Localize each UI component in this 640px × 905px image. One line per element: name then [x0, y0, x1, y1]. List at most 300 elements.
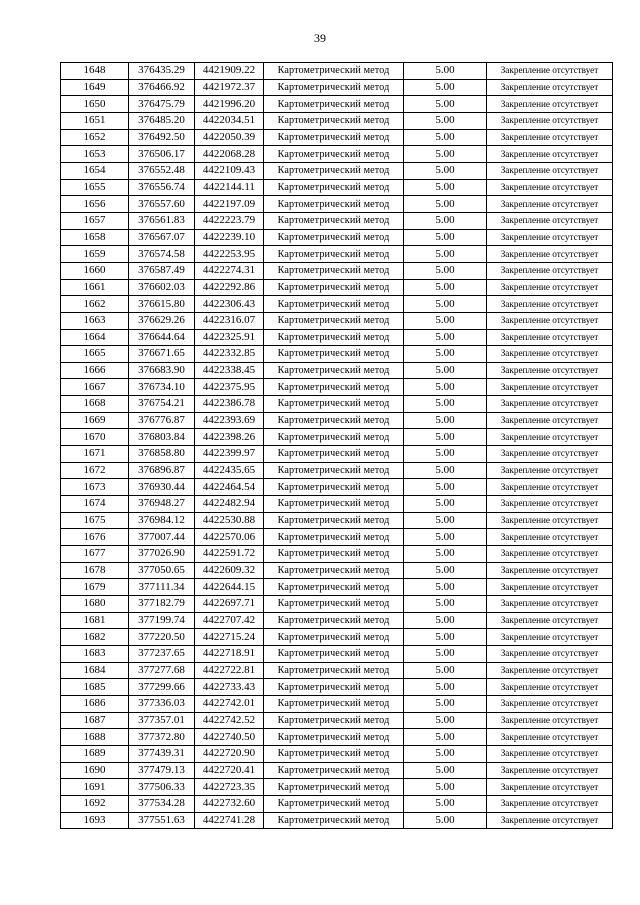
y-coordinate-cell: 4422398.26	[195, 429, 264, 446]
point-number-cell: 1658	[61, 229, 129, 246]
fixation-cell: Закрепление отсутствует	[487, 96, 613, 113]
method-cell: Картометрический метод	[264, 695, 404, 712]
fixation-cell: Закрепление отсутствует	[487, 212, 613, 229]
method-cell: Картометрический метод	[264, 179, 404, 196]
fixation-cell: Закрепление отсутствует	[487, 296, 613, 313]
error-value-cell: 5.00	[404, 429, 487, 446]
method-cell: Картометрический метод	[264, 479, 404, 496]
fixation-cell: Закрепление отсутствует	[487, 496, 613, 513]
error-value-cell: 5.00	[404, 79, 487, 96]
table-row	[61, 329, 613, 346]
y-coordinate-cell: 4422253.95	[195, 246, 264, 263]
x-coordinate-cell: 376734.10	[129, 379, 195, 396]
error-value-cell: 5.00	[404, 779, 487, 796]
y-coordinate-cell: 4422306.43	[195, 296, 264, 313]
x-coordinate-cell: 377007.44	[129, 529, 195, 546]
fixation-cell: Закрепление отсутствует	[487, 645, 613, 662]
y-coordinate-cell: 4422482.94	[195, 496, 264, 513]
fixation-cell: Закрепление отсутствует	[487, 312, 613, 329]
fixation-cell: Закрепление отсутствует	[487, 146, 613, 163]
method-cell: Картометрический метод	[264, 795, 404, 812]
y-coordinate-cell: 4422274.31	[195, 262, 264, 279]
method-cell: Картометрический метод	[264, 745, 404, 762]
method-cell: Картометрический метод	[264, 96, 404, 113]
fixation-cell: Закрепление отсутствует	[487, 579, 613, 596]
error-value-cell: 5.00	[404, 296, 487, 313]
point-number-cell: 1675	[61, 512, 129, 529]
point-number-cell: 1651	[61, 112, 129, 129]
table-row	[61, 779, 613, 796]
method-cell: Картометрический метод	[264, 546, 404, 563]
y-coordinate-cell: 4422697.71	[195, 596, 264, 613]
error-value-cell: 5.00	[404, 512, 487, 529]
y-coordinate-cell: 4422707.42	[195, 612, 264, 629]
point-number-cell: 1677	[61, 546, 129, 563]
point-number-cell: 1687	[61, 712, 129, 729]
table-row	[61, 179, 613, 196]
method-cell: Картометрический метод	[264, 379, 404, 396]
table-row	[61, 429, 613, 446]
method-cell: Картометрический метод	[264, 246, 404, 263]
y-coordinate-cell: 4422332.85	[195, 346, 264, 363]
point-number-cell: 1692	[61, 795, 129, 812]
method-cell: Картометрический метод	[264, 679, 404, 696]
table-row	[61, 146, 613, 163]
fixation-cell: Закрепление отсутствует	[487, 196, 613, 213]
error-value-cell: 5.00	[404, 379, 487, 396]
y-coordinate-cell: 4422742.52	[195, 712, 264, 729]
error-value-cell: 5.00	[404, 312, 487, 329]
x-coordinate-cell: 376858.80	[129, 446, 195, 463]
y-coordinate-cell: 4422223.79	[195, 212, 264, 229]
error-value-cell: 5.00	[404, 812, 487, 829]
coordinates-table-body	[61, 63, 613, 829]
x-coordinate-cell: 376896.87	[129, 462, 195, 479]
x-coordinate-cell: 377372.80	[129, 729, 195, 746]
table-row	[61, 196, 613, 213]
y-coordinate-cell: 4422144.11	[195, 179, 264, 196]
x-coordinate-cell: 376754.21	[129, 396, 195, 413]
table-row	[61, 296, 613, 313]
error-value-cell: 5.00	[404, 662, 487, 679]
x-coordinate-cell: 376552.48	[129, 162, 195, 179]
point-number-cell: 1690	[61, 762, 129, 779]
fixation-cell: Закрепление отсутствует	[487, 812, 613, 829]
point-number-cell: 1686	[61, 695, 129, 712]
table-row	[61, 346, 613, 363]
error-value-cell: 5.00	[404, 629, 487, 646]
method-cell: Картометрический метод	[264, 229, 404, 246]
table-row	[61, 795, 613, 812]
point-number-cell: 1685	[61, 679, 129, 696]
method-cell: Картометрический метод	[264, 496, 404, 513]
point-number-cell: 1670	[61, 429, 129, 446]
point-number-cell: 1674	[61, 496, 129, 513]
y-coordinate-cell: 4422530.88	[195, 512, 264, 529]
error-value-cell: 5.00	[404, 346, 487, 363]
error-value-cell: 5.00	[404, 396, 487, 413]
table-row	[61, 745, 613, 762]
fixation-cell: Закрепление отсутствует	[487, 379, 613, 396]
x-coordinate-cell: 376615.80	[129, 296, 195, 313]
x-coordinate-cell: 376587.49	[129, 262, 195, 279]
y-coordinate-cell: 4422197.09	[195, 196, 264, 213]
y-coordinate-cell: 4422292.86	[195, 279, 264, 296]
error-value-cell: 5.00	[404, 712, 487, 729]
error-value-cell: 5.00	[404, 795, 487, 812]
table-row	[61, 762, 613, 779]
table-row	[61, 662, 613, 679]
error-value-cell: 5.00	[404, 645, 487, 662]
error-value-cell: 5.00	[404, 63, 487, 80]
page-number: 39	[314, 31, 326, 45]
x-coordinate-cell: 377220.50	[129, 629, 195, 646]
table-row	[61, 112, 613, 129]
table-row	[61, 645, 613, 662]
error-value-cell: 5.00	[404, 229, 487, 246]
method-cell: Картометрический метод	[264, 346, 404, 363]
fixation-cell: Закрепление отсутствует	[487, 512, 613, 529]
method-cell: Картометрический метод	[264, 645, 404, 662]
y-coordinate-cell: 4422741.28	[195, 812, 264, 829]
y-coordinate-cell: 4422316.07	[195, 312, 264, 329]
method-cell: Картометрический метод	[264, 562, 404, 579]
method-cell: Картометрический метод	[264, 712, 404, 729]
error-value-cell: 5.00	[404, 362, 487, 379]
table-row	[61, 529, 613, 546]
error-value-cell: 5.00	[404, 212, 487, 229]
x-coordinate-cell: 376602.03	[129, 279, 195, 296]
fixation-cell: Закрепление отсутствует	[487, 79, 613, 96]
y-coordinate-cell: 4422732.60	[195, 795, 264, 812]
method-cell: Картометрический метод	[264, 529, 404, 546]
error-value-cell: 5.00	[404, 496, 487, 513]
x-coordinate-cell: 377111.34	[129, 579, 195, 596]
x-coordinate-cell: 377357.01	[129, 712, 195, 729]
x-coordinate-cell: 376984.12	[129, 512, 195, 529]
x-coordinate-cell: 377479.13	[129, 762, 195, 779]
x-coordinate-cell: 376776.87	[129, 412, 195, 429]
point-number-cell: 1689	[61, 745, 129, 762]
point-number-cell: 1676	[61, 529, 129, 546]
y-coordinate-cell: 4422435.65	[195, 462, 264, 479]
error-value-cell: 5.00	[404, 446, 487, 463]
fixation-cell: Закрепление отсутствует	[487, 612, 613, 629]
x-coordinate-cell: 377182.79	[129, 596, 195, 613]
point-number-cell: 1648	[61, 63, 129, 80]
y-coordinate-cell: 4422464.54	[195, 479, 264, 496]
x-coordinate-cell: 377551.63	[129, 812, 195, 829]
point-number-cell: 1678	[61, 562, 129, 579]
error-value-cell: 5.00	[404, 96, 487, 113]
table-row	[61, 279, 613, 296]
method-cell: Картометрический метод	[264, 629, 404, 646]
point-number-cell: 1656	[61, 196, 129, 213]
y-coordinate-cell: 4422733.43	[195, 679, 264, 696]
method-cell: Картометрический метод	[264, 412, 404, 429]
table-row	[61, 812, 613, 829]
point-number-cell: 1671	[61, 446, 129, 463]
x-coordinate-cell: 377050.65	[129, 562, 195, 579]
method-cell: Картометрический метод	[264, 612, 404, 629]
method-cell: Картометрический метод	[264, 129, 404, 146]
point-number-cell: 1665	[61, 346, 129, 363]
table-row	[61, 412, 613, 429]
fixation-cell: Закрепление отсутствует	[487, 462, 613, 479]
table-row	[61, 546, 613, 563]
error-value-cell: 5.00	[404, 129, 487, 146]
fixation-cell: Закрепление отсутствует	[487, 695, 613, 712]
point-number-cell: 1679	[61, 579, 129, 596]
fixation-cell: Закрепление отсутствует	[487, 129, 613, 146]
method-cell: Картометрический метод	[264, 446, 404, 463]
x-coordinate-cell: 377199.74	[129, 612, 195, 629]
x-coordinate-cell: 376485.20	[129, 112, 195, 129]
y-coordinate-cell: 4422393.69	[195, 412, 264, 429]
fixation-cell: Закрепление отсутствует	[487, 262, 613, 279]
x-coordinate-cell: 376557.60	[129, 196, 195, 213]
table-row	[61, 79, 613, 96]
fixation-cell: Закрепление отсутствует	[487, 479, 613, 496]
method-cell: Картометрический метод	[264, 362, 404, 379]
x-coordinate-cell: 376671.65	[129, 346, 195, 363]
y-coordinate-cell: 4422591.72	[195, 546, 264, 563]
fixation-cell: Закрепление отсутствует	[487, 529, 613, 546]
table-row	[61, 679, 613, 696]
fixation-cell: Закрепление отсутствует	[487, 795, 613, 812]
point-number-cell: 1688	[61, 729, 129, 746]
method-cell: Картометрический метод	[264, 162, 404, 179]
y-coordinate-cell: 4422239.10	[195, 229, 264, 246]
point-number-cell: 1655	[61, 179, 129, 196]
error-value-cell: 5.00	[404, 246, 487, 263]
table-row	[61, 262, 613, 279]
method-cell: Картометрический метод	[264, 312, 404, 329]
fixation-cell: Закрепление отсутствует	[487, 629, 613, 646]
error-value-cell: 5.00	[404, 546, 487, 563]
error-value-cell: 5.00	[404, 579, 487, 596]
method-cell: Картометрический метод	[264, 812, 404, 829]
table-row	[61, 379, 613, 396]
fixation-cell: Закрепление отсутствует	[487, 279, 613, 296]
fixation-cell: Закрепление отсутствует	[487, 562, 613, 579]
table-row	[61, 229, 613, 246]
fixation-cell: Закрепление отсутствует	[487, 362, 613, 379]
table-row	[61, 712, 613, 729]
table-row	[61, 596, 613, 613]
x-coordinate-cell: 376506.17	[129, 146, 195, 163]
fixation-cell: Закрепление отсутствует	[487, 745, 613, 762]
method-cell: Картометрический метод	[264, 279, 404, 296]
error-value-cell: 5.00	[404, 179, 487, 196]
table-row	[61, 312, 613, 329]
error-value-cell: 5.00	[404, 479, 487, 496]
point-number-cell: 1664	[61, 329, 129, 346]
fixation-cell: Закрепление отсутствует	[487, 762, 613, 779]
point-number-cell: 1667	[61, 379, 129, 396]
point-number-cell: 1661	[61, 279, 129, 296]
point-number-cell: 1654	[61, 162, 129, 179]
y-coordinate-cell: 4422715.24	[195, 629, 264, 646]
table-row	[61, 579, 613, 596]
method-cell: Картометрический метод	[264, 196, 404, 213]
point-number-cell: 1668	[61, 396, 129, 413]
fixation-cell: Закрепление отсутствует	[487, 712, 613, 729]
fixation-cell: Закрепление отсутствует	[487, 429, 613, 446]
x-coordinate-cell: 376466.92	[129, 79, 195, 96]
y-coordinate-cell: 4422386.78	[195, 396, 264, 413]
y-coordinate-cell: 4421909.22	[195, 63, 264, 80]
x-coordinate-cell: 376574.58	[129, 246, 195, 263]
x-coordinate-cell: 377506.33	[129, 779, 195, 796]
y-coordinate-cell: 4422068.28	[195, 146, 264, 163]
method-cell: Картометрический метод	[264, 112, 404, 129]
table-row	[61, 362, 613, 379]
method-cell: Картометрический метод	[264, 146, 404, 163]
point-number-cell: 1666	[61, 362, 129, 379]
fixation-cell: Закрепление отсутствует	[487, 396, 613, 413]
fixation-cell: Закрепление отсутствует	[487, 229, 613, 246]
y-coordinate-cell: 4422609.32	[195, 562, 264, 579]
x-coordinate-cell: 376475.79	[129, 96, 195, 113]
error-value-cell: 5.00	[404, 695, 487, 712]
error-value-cell: 5.00	[404, 612, 487, 629]
x-coordinate-cell: 376561.83	[129, 212, 195, 229]
point-number-cell: 1659	[61, 246, 129, 263]
method-cell: Картометрический метод	[264, 396, 404, 413]
fixation-cell: Закрепление отсутствует	[487, 162, 613, 179]
method-cell: Картометрический метод	[264, 79, 404, 96]
y-coordinate-cell: 4421972.37	[195, 79, 264, 96]
error-value-cell: 5.00	[404, 329, 487, 346]
point-number-cell: 1662	[61, 296, 129, 313]
point-number-cell: 1672	[61, 462, 129, 479]
error-value-cell: 5.00	[404, 745, 487, 762]
x-coordinate-cell: 376930.44	[129, 479, 195, 496]
method-cell: Картометрический метод	[264, 296, 404, 313]
y-coordinate-cell: 4422338.45	[195, 362, 264, 379]
fixation-cell: Закрепление отсутствует	[487, 662, 613, 679]
x-coordinate-cell: 376683.90	[129, 362, 195, 379]
method-cell: Картометрический метод	[264, 662, 404, 679]
table-row	[61, 446, 613, 463]
method-cell: Картометрический метод	[264, 779, 404, 796]
fixation-cell: Закрепление отсутствует	[487, 446, 613, 463]
method-cell: Картометрический метод	[264, 512, 404, 529]
point-number-cell: 1693	[61, 812, 129, 829]
y-coordinate-cell: 4422720.41	[195, 762, 264, 779]
point-number-cell: 1660	[61, 262, 129, 279]
method-cell: Картометрический метод	[264, 212, 404, 229]
fixation-cell: Закрепление отсутствует	[487, 596, 613, 613]
y-coordinate-cell: 4422644.15	[195, 579, 264, 596]
point-number-cell: 1691	[61, 779, 129, 796]
table-row	[61, 729, 613, 746]
point-number-cell: 1663	[61, 312, 129, 329]
x-coordinate-cell: 377534.28	[129, 795, 195, 812]
error-value-cell: 5.00	[404, 562, 487, 579]
error-value-cell: 5.00	[404, 762, 487, 779]
fixation-cell: Закрепление отсутствует	[487, 329, 613, 346]
y-coordinate-cell: 4422375.95	[195, 379, 264, 396]
error-value-cell: 5.00	[404, 596, 487, 613]
method-cell: Картометрический метод	[264, 329, 404, 346]
table-row	[61, 562, 613, 579]
method-cell: Картометрический метод	[264, 579, 404, 596]
table-row	[61, 396, 613, 413]
table-row	[61, 462, 613, 479]
error-value-cell: 5.00	[404, 529, 487, 546]
fixation-cell: Закрепление отсутствует	[487, 546, 613, 563]
y-coordinate-cell: 4422720.90	[195, 745, 264, 762]
error-value-cell: 5.00	[404, 162, 487, 179]
fixation-cell: Закрепление отсутствует	[487, 112, 613, 129]
y-coordinate-cell: 4422325.91	[195, 329, 264, 346]
y-coordinate-cell: 4422050.39	[195, 129, 264, 146]
table-row	[61, 629, 613, 646]
fixation-cell: Закрепление отсутствует	[487, 179, 613, 196]
point-number-cell: 1673	[61, 479, 129, 496]
table-row	[61, 695, 613, 712]
point-number-cell: 1681	[61, 612, 129, 629]
y-coordinate-cell: 4422399.97	[195, 446, 264, 463]
x-coordinate-cell: 377439.31	[129, 745, 195, 762]
table-row	[61, 612, 613, 629]
x-coordinate-cell: 377026.90	[129, 546, 195, 563]
point-number-cell: 1682	[61, 629, 129, 646]
coordinates-table	[60, 62, 613, 829]
x-coordinate-cell: 376567.07	[129, 229, 195, 246]
y-coordinate-cell: 4422718.91	[195, 645, 264, 662]
point-number-cell: 1649	[61, 79, 129, 96]
y-coordinate-cell: 4422570.06	[195, 529, 264, 546]
table-row	[61, 246, 613, 263]
x-coordinate-cell: 377237.65	[129, 645, 195, 662]
x-coordinate-cell: 377299.66	[129, 679, 195, 696]
y-coordinate-cell: 4422109.43	[195, 162, 264, 179]
table-row	[61, 96, 613, 113]
table-row	[61, 212, 613, 229]
method-cell: Картометрический метод	[264, 762, 404, 779]
y-coordinate-cell: 4422740.50	[195, 729, 264, 746]
error-value-cell: 5.00	[404, 196, 487, 213]
point-number-cell: 1652	[61, 129, 129, 146]
y-coordinate-cell: 4421996.20	[195, 96, 264, 113]
point-number-cell: 1669	[61, 412, 129, 429]
method-cell: Картометрический метод	[264, 429, 404, 446]
table-row	[61, 496, 613, 513]
method-cell: Картометрический метод	[264, 462, 404, 479]
fixation-cell: Закрепление отсутствует	[487, 63, 613, 80]
fixation-cell: Закрепление отсутствует	[487, 346, 613, 363]
table-row	[61, 479, 613, 496]
x-coordinate-cell: 377277.68	[129, 662, 195, 679]
fixation-cell: Закрепление отсутствует	[487, 412, 613, 429]
table-row	[61, 512, 613, 529]
point-number-cell: 1683	[61, 645, 129, 662]
error-value-cell: 5.00	[404, 412, 487, 429]
error-value-cell: 5.00	[404, 146, 487, 163]
y-coordinate-cell: 4422723.35	[195, 779, 264, 796]
point-number-cell: 1657	[61, 212, 129, 229]
x-coordinate-cell: 376644.64	[129, 329, 195, 346]
x-coordinate-cell: 376556.74	[129, 179, 195, 196]
error-value-cell: 5.00	[404, 462, 487, 479]
table-row	[61, 129, 613, 146]
x-coordinate-cell: 376948.27	[129, 496, 195, 513]
x-coordinate-cell: 377336.03	[129, 695, 195, 712]
y-coordinate-cell: 4422034.51	[195, 112, 264, 129]
